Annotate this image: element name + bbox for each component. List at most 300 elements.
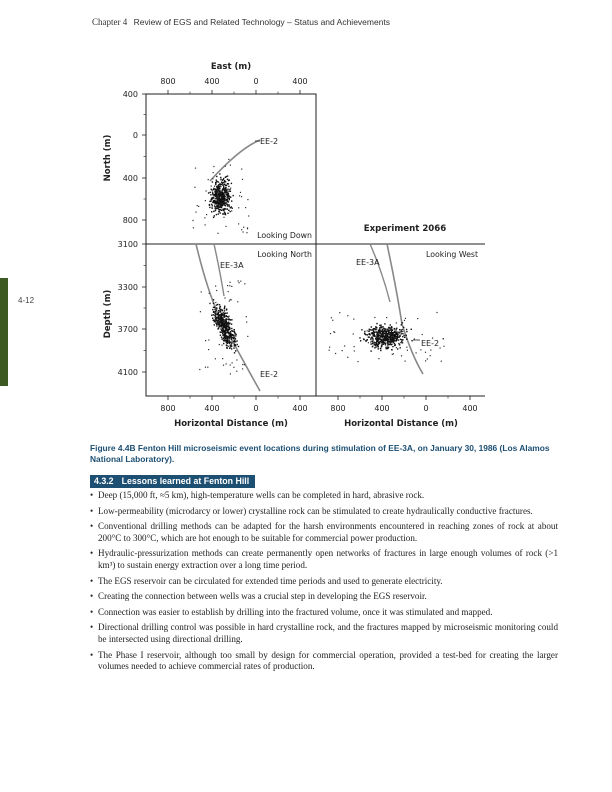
north-axis-tick-label: 800 (122, 216, 138, 225)
event-point (339, 312, 340, 313)
section-west-label: Looking West (426, 250, 478, 259)
event-point (370, 339, 371, 340)
event-point (372, 337, 373, 338)
event-point (396, 328, 397, 329)
event-point (370, 350, 371, 351)
event-point (231, 343, 232, 344)
event-point (227, 194, 228, 195)
event-point (380, 325, 381, 326)
bottom-axis-label-left: Horizontal Distance (m) (174, 419, 288, 429)
event-point (221, 182, 222, 183)
bottom-axis-label-right: Horizontal Distance (m) (344, 419, 458, 429)
list-item: • Directional drilling control was possible in hard crystalline rock, and the fractures mapped by microseismic monitoring could be intersected using directional drilling. (90, 622, 558, 645)
chapter-label: Chapter 4 (92, 17, 128, 27)
event-point (219, 209, 220, 210)
event-point (372, 341, 373, 342)
event-point (221, 194, 222, 195)
event-point (216, 206, 217, 207)
event-point (213, 320, 214, 321)
event-point (216, 192, 217, 193)
event-point (376, 336, 377, 337)
event-point (215, 302, 216, 303)
event-point (347, 315, 348, 316)
event-point (214, 312, 215, 313)
top-axis-tick-label: 400 (292, 77, 308, 86)
event-point (215, 183, 216, 184)
event-point (206, 214, 207, 215)
event-point (224, 337, 225, 338)
event-point (229, 205, 230, 206)
event-point (223, 319, 224, 320)
event-point (443, 346, 444, 347)
event-point (213, 200, 214, 201)
event-point (218, 310, 219, 311)
event-point (222, 345, 223, 346)
event-point (238, 207, 239, 208)
event-point (381, 334, 382, 335)
ee3a-west-trajectory (370, 244, 390, 302)
event-point (216, 214, 217, 215)
event-point (213, 217, 214, 218)
event-point (227, 336, 228, 337)
event-point (238, 223, 239, 224)
event-point (234, 329, 235, 330)
event-point (233, 347, 234, 348)
event-point (230, 191, 231, 192)
event-point (224, 196, 225, 197)
section-north-label: Looking North (257, 250, 312, 259)
event-point (205, 367, 206, 368)
event-point (335, 353, 336, 354)
event-point (224, 314, 225, 315)
event-point (395, 338, 396, 339)
event-point (219, 183, 220, 184)
event-point (378, 330, 379, 331)
event-point (371, 330, 372, 331)
event-point (225, 313, 226, 314)
event-point (388, 344, 389, 345)
event-point (402, 329, 403, 330)
event-point (227, 332, 228, 333)
event-point (391, 344, 392, 345)
event-point (223, 323, 224, 324)
event-point (364, 331, 365, 332)
event-point (238, 346, 239, 347)
event-point (218, 327, 219, 328)
event-point (226, 309, 227, 310)
event-point (385, 343, 386, 344)
event-point (399, 336, 400, 337)
event-point (213, 307, 214, 308)
event-point (222, 184, 223, 185)
event-point (212, 205, 213, 206)
event-point (222, 182, 223, 183)
event-point (222, 322, 223, 323)
event-point (386, 317, 387, 318)
event-point (217, 208, 218, 209)
event-point (219, 304, 220, 305)
event-point (383, 343, 384, 344)
page-number: 4-12 (18, 296, 35, 305)
event-point (220, 328, 221, 329)
depth-axis-tick-label: 4100 (117, 368, 138, 377)
event-point (382, 329, 383, 330)
event-point (394, 345, 395, 346)
event-point (215, 198, 216, 199)
event-point (225, 326, 226, 327)
event-point (233, 338, 234, 339)
event-point (381, 346, 382, 347)
ee2-plan-trajectory (210, 140, 260, 181)
event-point (370, 341, 371, 342)
event-point (222, 213, 223, 214)
figure-caption: Figure 4.4B Fenton Hill microseismic event locations during stimulation of EE-3A, on January 30, 1986 (Los Alamos National Laboratory). (90, 443, 550, 464)
event-point (226, 315, 227, 316)
event-point (215, 313, 216, 314)
event-point (222, 195, 223, 196)
event-point (218, 181, 219, 182)
event-point (227, 326, 228, 327)
list-item: • The EGS reservoir can be circulated for extended time periods and used to generate electricity. (90, 576, 558, 588)
event-point (216, 325, 217, 326)
event-point (224, 306, 225, 307)
event-point (208, 192, 209, 193)
event-point (394, 343, 395, 344)
event-point (215, 206, 216, 207)
event-point (234, 352, 235, 353)
event-point (344, 345, 345, 346)
event-point (214, 215, 215, 216)
event-point (239, 282, 240, 283)
event-point (228, 291, 229, 292)
event-point (381, 326, 382, 327)
event-point (228, 319, 229, 320)
event-point (232, 334, 233, 335)
event-point (227, 348, 228, 349)
event-point (218, 198, 219, 199)
top-axis-tick-label: 800 (160, 77, 176, 86)
section-heading (90, 475, 255, 488)
event-point (406, 335, 407, 336)
event-point (215, 319, 216, 320)
event-point (224, 319, 225, 320)
event-point (214, 324, 215, 325)
event-point (242, 179, 243, 180)
bottom-axis-left-tick-label: 0 (253, 404, 259, 413)
event-point (354, 350, 355, 351)
event-point (215, 311, 216, 312)
event-point (391, 331, 392, 332)
event-point (230, 282, 231, 283)
event-point (213, 166, 214, 167)
event-point (213, 197, 214, 198)
event-point (397, 348, 398, 349)
event-point (229, 300, 230, 301)
event-point (378, 346, 379, 347)
event-point (228, 159, 229, 160)
event-point (225, 336, 226, 337)
event-point (231, 328, 232, 329)
event-point (402, 336, 403, 337)
event-point (218, 211, 219, 212)
event-point (228, 191, 229, 192)
event-point (395, 334, 396, 335)
event-point (372, 343, 373, 344)
event-point (376, 339, 377, 340)
list-item: • Connection was easier to establish by drilling into the fractured volume, once it was stimulated and mapped. (90, 607, 558, 619)
event-point (347, 357, 348, 358)
ee2-label-west: EE-2 (421, 339, 440, 348)
event-point (212, 208, 213, 209)
event-point (398, 339, 399, 340)
event-point (381, 345, 382, 346)
event-point (205, 340, 206, 341)
event-point (221, 337, 222, 338)
event-point (357, 361, 358, 362)
event-point (374, 344, 375, 345)
event-point (397, 336, 398, 337)
event-point (223, 365, 224, 366)
event-point (227, 213, 228, 214)
event-point (236, 371, 237, 372)
north-axis-tick-label: 0 (132, 131, 138, 140)
event-point (231, 299, 232, 300)
event-point (375, 342, 376, 343)
event-point (406, 339, 407, 340)
event-point (193, 227, 194, 228)
event-point (383, 335, 384, 336)
event-point (230, 188, 231, 189)
event-point (209, 205, 210, 206)
event-point (227, 189, 228, 190)
event-point (391, 339, 392, 340)
event-point (395, 340, 396, 341)
event-point (218, 313, 219, 314)
event-point (218, 189, 219, 190)
event-point (396, 347, 397, 348)
event-point (221, 191, 222, 192)
event-point (227, 312, 228, 313)
event-point (404, 337, 405, 338)
event-point (387, 344, 388, 345)
event-point (220, 322, 221, 323)
event-point (384, 323, 385, 324)
event-point (222, 358, 223, 359)
event-point (222, 330, 223, 331)
event-point (225, 202, 226, 203)
event-point (387, 343, 388, 344)
event-point (397, 333, 398, 334)
event-point (211, 315, 212, 316)
event-point (380, 334, 381, 335)
event-point (391, 326, 392, 327)
event-point (372, 330, 373, 331)
event-point (213, 194, 214, 195)
event-point (342, 350, 343, 351)
event-point (216, 180, 217, 181)
event-point (218, 321, 219, 322)
event-point (226, 190, 227, 191)
event-point (225, 330, 226, 331)
event-point (229, 323, 230, 324)
event-point (223, 186, 224, 187)
event-point (387, 348, 388, 349)
event-point (387, 341, 388, 342)
event-point (375, 331, 376, 332)
event-point (216, 208, 217, 209)
event-point (376, 323, 377, 324)
event-point (220, 311, 221, 312)
event-point (216, 304, 217, 305)
event-point (235, 350, 236, 351)
event-point (228, 324, 229, 325)
bottom-axis-ticks (160, 396, 477, 413)
event-point (221, 309, 222, 310)
event-point (379, 335, 380, 336)
event-point (220, 186, 221, 187)
bottom-axis-left-tick-label: 400 (204, 404, 220, 413)
event-point (213, 299, 214, 300)
event-point (247, 199, 248, 200)
event-point (397, 332, 398, 333)
event-point (221, 317, 222, 318)
event-point (353, 319, 354, 320)
event-point (243, 231, 244, 232)
event-point (387, 331, 388, 332)
event-point (368, 331, 369, 332)
chapter-side-tab (0, 278, 8, 386)
event-point (363, 338, 364, 339)
event-point (380, 330, 381, 331)
event-point (380, 348, 381, 349)
event-point (223, 343, 224, 344)
event-point (214, 309, 215, 310)
event-point (430, 355, 431, 356)
list-item: • Hydraulic-pressurization methods can create permanently open networks of fractures in large enough volumes of rock (>1 km³) to sustain energy extraction over a long time period. (90, 548, 558, 571)
event-point (382, 326, 383, 327)
event-point (223, 327, 224, 328)
top-axis-ticks (160, 77, 307, 94)
event-point (389, 332, 390, 333)
event-point (353, 333, 354, 334)
event-point (216, 189, 217, 190)
event-point (228, 186, 229, 187)
event-point (220, 177, 221, 178)
event-point (213, 211, 214, 212)
event-point (401, 329, 402, 330)
event-point (236, 359, 237, 360)
event-point (385, 347, 386, 348)
event-point (226, 176, 227, 177)
list-item: • Creating the connection between wells was a crucial step in developing the EGS reservoir. (90, 591, 558, 603)
event-point (235, 334, 236, 335)
event-point (221, 199, 222, 200)
event-point (225, 226, 226, 227)
event-point (390, 335, 391, 336)
event-point (401, 324, 402, 325)
event-point (225, 340, 226, 341)
event-point (225, 323, 226, 324)
event-point (407, 350, 408, 351)
event-point (229, 347, 230, 348)
event-point (215, 208, 216, 209)
event-point (402, 342, 403, 343)
event-point (383, 328, 384, 329)
event-point (216, 194, 217, 195)
event-point (220, 306, 221, 307)
event-point (400, 339, 401, 340)
event-point (220, 207, 221, 208)
event-point (229, 285, 230, 286)
event-point (231, 319, 232, 320)
event-point (231, 337, 232, 338)
event-point (227, 329, 228, 330)
event-point (377, 345, 378, 346)
event-point (229, 338, 230, 339)
event-point (365, 340, 366, 341)
event-point (399, 329, 400, 330)
event-point (405, 318, 406, 319)
event-point (219, 191, 220, 192)
depth-axis-tick-label: 3300 (117, 283, 138, 292)
event-point (215, 317, 216, 318)
top-axis-label: East (m) (210, 62, 252, 72)
event-point (385, 334, 386, 335)
event-point (379, 327, 380, 328)
event-point (378, 338, 379, 339)
event-point (228, 210, 229, 211)
event-point (377, 333, 378, 334)
running-header (92, 17, 390, 27)
event-point (329, 347, 330, 348)
event-point (417, 318, 418, 319)
event-point (386, 339, 387, 340)
event-point (218, 195, 219, 196)
event-point (232, 208, 233, 209)
event-point (220, 335, 221, 336)
event-point (378, 358, 379, 359)
event-point (401, 355, 402, 356)
event-point (383, 341, 384, 342)
event-point (387, 329, 388, 330)
event-point (228, 180, 229, 181)
event-point (244, 283, 245, 284)
event-point (368, 342, 369, 343)
event-point (393, 337, 394, 338)
event-point (372, 332, 373, 333)
event-point (235, 345, 236, 346)
event-point (411, 340, 412, 341)
event-point (229, 329, 230, 330)
event-point (436, 312, 437, 313)
event-point (246, 316, 247, 317)
event-point (204, 217, 205, 218)
event-point (228, 341, 229, 342)
event-point (382, 332, 383, 333)
event-point (225, 214, 226, 215)
event-point (215, 286, 216, 287)
event-point (221, 201, 222, 202)
event-point (234, 345, 235, 346)
depth-axis-tick-label: 3100 (117, 240, 138, 249)
ee3a-section-trajectory (214, 244, 224, 296)
event-point (216, 307, 217, 308)
event-point (241, 169, 242, 170)
event-point (215, 322, 216, 323)
event-point (224, 200, 225, 201)
event-point (329, 350, 330, 351)
event-point (231, 183, 232, 184)
